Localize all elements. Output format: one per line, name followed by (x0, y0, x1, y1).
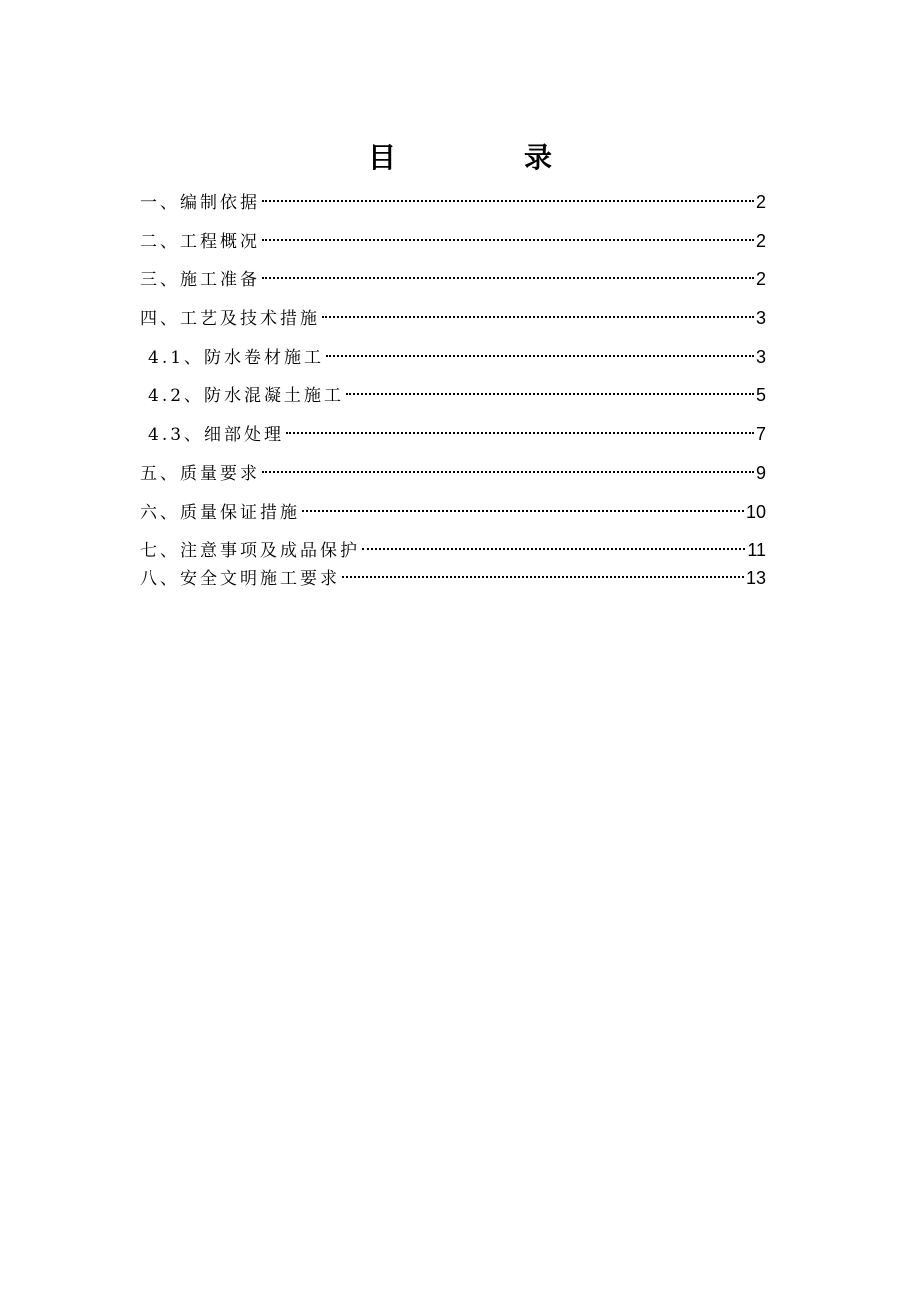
toc-entry-label: 四、工艺及技术措施 (140, 309, 320, 330)
toc-entry[interactable] (140, 223, 766, 262)
toc-entry[interactable] (140, 184, 766, 223)
toc-leader-dots (262, 200, 754, 202)
toc-entry-page: 2 (755, 192, 766, 212)
toc-entry-page: 5 (755, 385, 766, 406)
toc-entry-page: 13 (745, 567, 766, 588)
toc-entry-page: 11 (747, 540, 766, 561)
toc-leader-dots (322, 316, 754, 318)
toc-entry-label: 4.1、防水卷材施工 (148, 347, 325, 368)
toc-leader-dots (342, 576, 744, 578)
toc-entry-label: 三、施工准备 (140, 270, 260, 291)
toc-entry-page: 3 (755, 346, 766, 367)
toc-entry-label: 五、质量要求 (140, 463, 260, 484)
toc-entry-label: 一、编制依据 (140, 193, 260, 213)
toc-subentry[interactable] (140, 377, 766, 416)
toc-entry-label: 七、注意事项及成品保护 (140, 541, 360, 562)
toc-leader-dots (286, 432, 754, 434)
toc-entry-page: 10 (745, 501, 766, 522)
toc-entry-label: 六、质量保证措施 (140, 502, 300, 523)
toc-entry[interactable] (140, 455, 766, 494)
toc-entry-label: 二、工程概况 (140, 231, 260, 252)
toc-leader-dots (326, 355, 754, 357)
toc-entry-page: 7 (755, 424, 766, 445)
toc-entry[interactable] (140, 563, 766, 593)
toc-leader-dots (362, 548, 745, 550)
toc-subentry[interactable] (140, 339, 766, 378)
toc-entry-page: 3 (755, 308, 766, 329)
toc-entry-page: 2 (755, 230, 766, 251)
toc-entry[interactable] (140, 261, 766, 300)
toc-title-part1: 目 (367, 141, 396, 174)
toc-leader-dots (262, 239, 754, 241)
toc-entry[interactable] (140, 300, 766, 339)
toc-title (0, 136, 920, 180)
toc-list (140, 184, 766, 593)
toc-leader-dots (302, 510, 744, 512)
toc-entry-page: 2 (755, 269, 766, 290)
toc-entry-label: 4.3、细部处理 (148, 425, 285, 446)
toc-entry-label: 4.2、防水混凝土施工 (148, 386, 345, 407)
toc-title-part2: 录 (524, 141, 553, 174)
toc-leader-dots (346, 393, 754, 395)
toc-entry-page: 9 (755, 462, 766, 483)
toc-entry[interactable] (140, 494, 766, 533)
toc-subentry[interactable] (140, 416, 766, 455)
toc-leader-dots (262, 277, 754, 279)
toc-entry-label: 八、安全文明施工要求 (140, 568, 340, 589)
toc-leader-dots (262, 471, 754, 473)
